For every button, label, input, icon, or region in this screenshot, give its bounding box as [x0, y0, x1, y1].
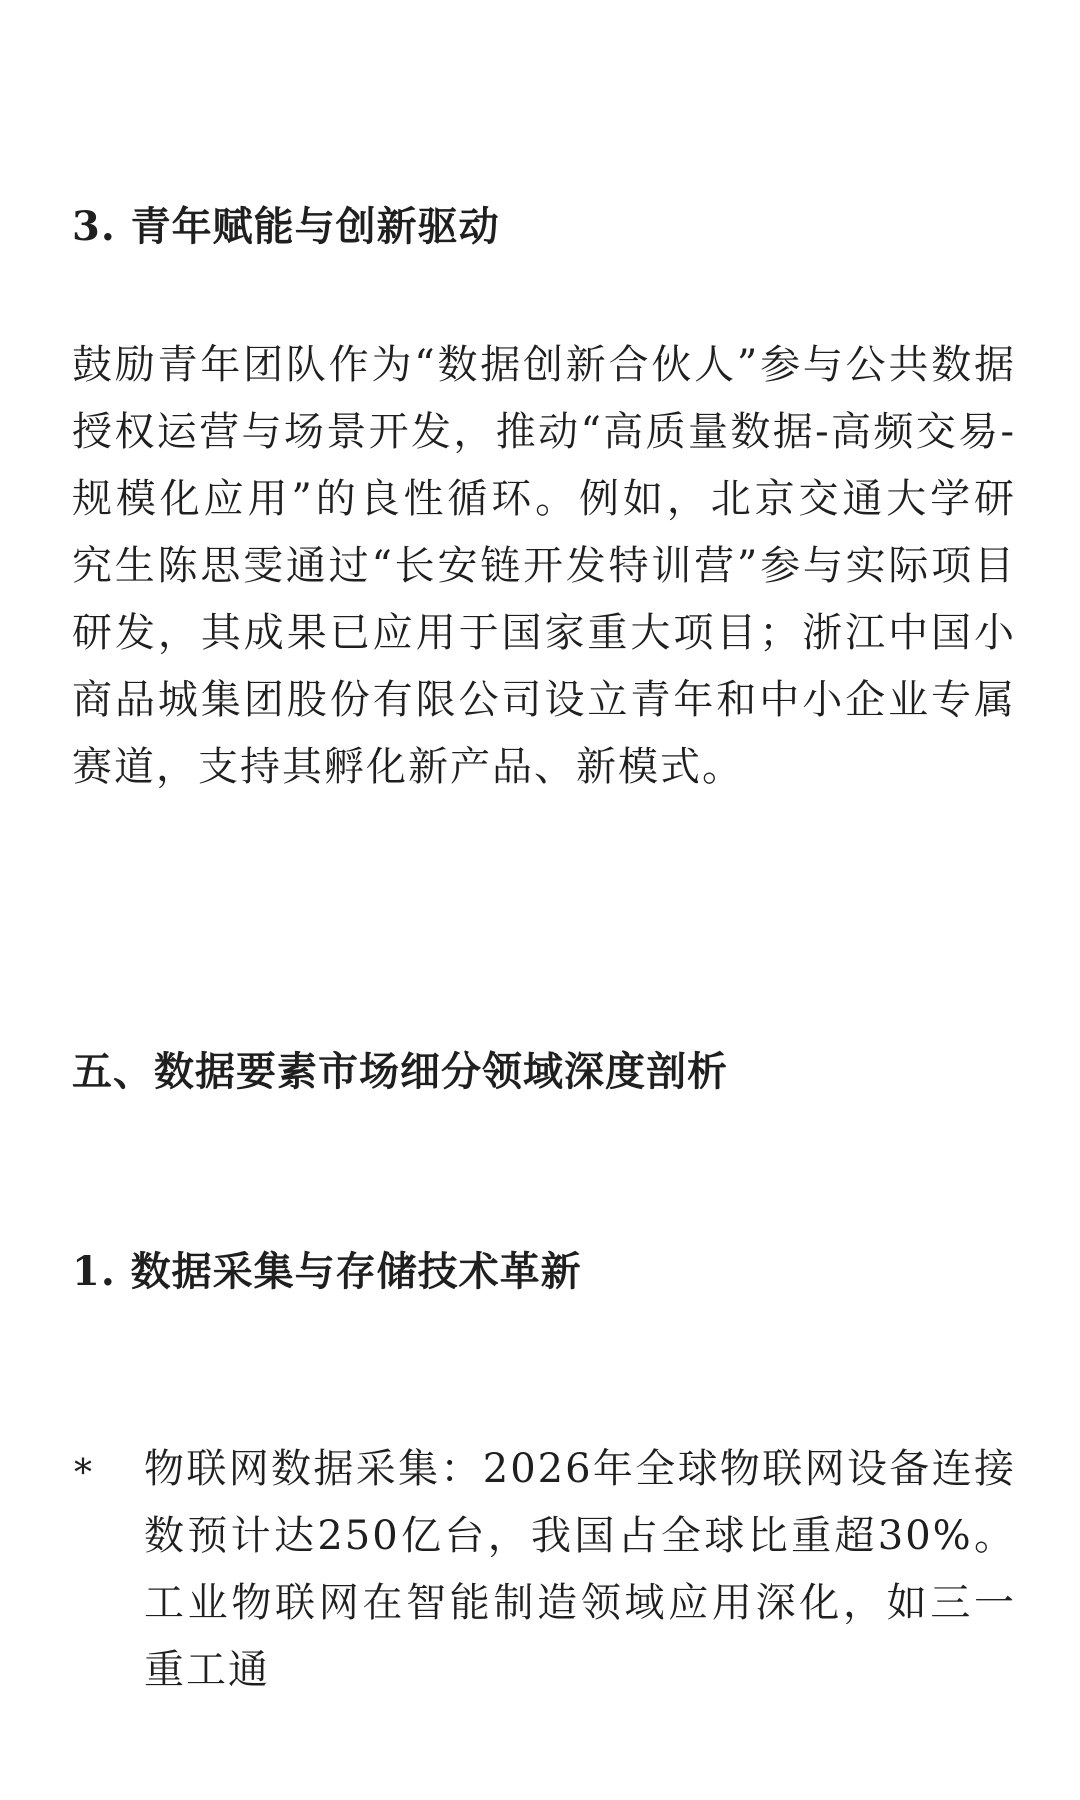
- bullet-text: 物联网数据采集：2026年全球物联网设备连接数预计达250亿台，我国占全球比重超30%。工业物联网在智能制造领域应用深化，如三一重工通: [144, 1446, 1016, 1693]
- bullet-marker: *: [74, 1453, 92, 1494]
- section-heading-youth-empowerment: 3. 青年赋能与创新驱动: [72, 203, 500, 250]
- section-paragraph: 鼓励青年团队作为“数据创新合伙人”参与公共数据授权运营与场景开发，推动“高质量数据-高频交易-规模化应用”的良性循环。例如，北京交通大学研究生陈思雯通过“长安链开发特训营”参与实际项目研发，其成果已应用于国家重大项目；浙江中国小商品城集团股份有限公司设立青年和中小企业专属赛道，支持其孵化新产品、新模式。: [72, 342, 1016, 790]
- chapter-heading: 五、数据要素市场细分领域深度剖析: [72, 1048, 728, 1095]
- subsection-heading: 1. 数据采集与存储技术革新: [72, 1248, 582, 1295]
